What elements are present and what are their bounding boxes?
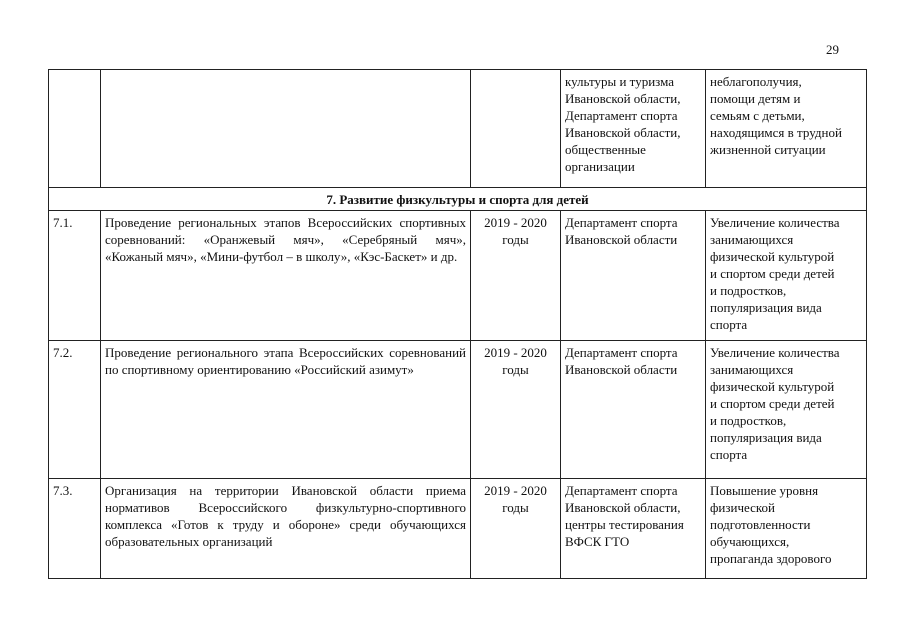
cell-description: Проведение региональных этапов Всероссийских спортивных соревнований: «Оранжевый мяч», «Серебряный мяч», «Кожаный мяч», «Мини-футбол – в школу», «Кэс-Баскет» и др. bbox=[101, 211, 471, 341]
cell-term-text: 2019 - 2020 годы bbox=[484, 483, 547, 515]
cell-result-text: Увеличение количества занимающихся физической культурой и спортом среди детей и подростков, популяризация вида спорта bbox=[710, 345, 840, 462]
cell-number: 7.1. bbox=[49, 211, 101, 341]
cell-number: 7.3. bbox=[49, 479, 101, 579]
section-header-row bbox=[49, 188, 867, 211]
page-number: 29 bbox=[826, 42, 839, 57]
cell-executor bbox=[561, 70, 706, 188]
cell-description: Проведение регионального этапа Всероссийских соревнований по спортивному ориентированию «Российский азимут» bbox=[101, 341, 471, 479]
cell-result bbox=[706, 341, 867, 479]
activity-plan-table bbox=[48, 69, 867, 579]
cell-term bbox=[471, 479, 561, 579]
cell-result-text: Повышение уровня физической подготовленности обучающихся, пропаганда здорового bbox=[710, 483, 832, 566]
table-row bbox=[49, 341, 867, 479]
table-row bbox=[49, 211, 867, 341]
cell-term bbox=[471, 70, 561, 188]
cell-result-text: неблагополучия, помощи детям и семьям с детьми, находящимся в трудной жизненной ситуации bbox=[710, 74, 842, 157]
table-row-continuation bbox=[49, 70, 867, 188]
cell-term-text: 2019 - 2020 годы bbox=[484, 215, 547, 247]
cell-executor-text: Департамент спорта Ивановской области bbox=[565, 215, 678, 247]
cell-executor bbox=[561, 341, 706, 479]
cell-executor-text: Департамент спорта Ивановской области, центры тестирования ВФСК ГТО bbox=[565, 483, 684, 549]
cell-number: 7.2. bbox=[49, 341, 101, 479]
cell-description bbox=[101, 70, 471, 188]
cell-result-text: Увеличение количества занимающихся физической культурой и спортом среди детей и подростков, популяризация вида спорта bbox=[710, 215, 840, 332]
cell-description: Организация на территории Ивановской области приема нормативов Всероссийского физкультурно-спортивного комплекса «Готов к труду и обороне» среди обучающихся образовательных организаций bbox=[101, 479, 471, 579]
cell-result bbox=[706, 479, 867, 579]
cell-executor bbox=[561, 479, 706, 579]
section-title: 7. Развитие физкультуры и спорта для детей bbox=[49, 188, 867, 211]
cell-executor bbox=[561, 211, 706, 341]
cell-term bbox=[471, 341, 561, 479]
table-row bbox=[49, 479, 867, 579]
cell-executor-text: культуры и туризма Ивановской области, Департамент спорта Ивановской области, общественные организации bbox=[565, 74, 681, 174]
cell-result bbox=[706, 70, 867, 188]
cell-executor-text: Департамент спорта Ивановской области bbox=[565, 345, 678, 377]
cell-number bbox=[49, 70, 101, 188]
cell-term bbox=[471, 211, 561, 341]
cell-term-text: 2019 - 2020 годы bbox=[484, 345, 547, 377]
cell-result bbox=[706, 211, 867, 341]
